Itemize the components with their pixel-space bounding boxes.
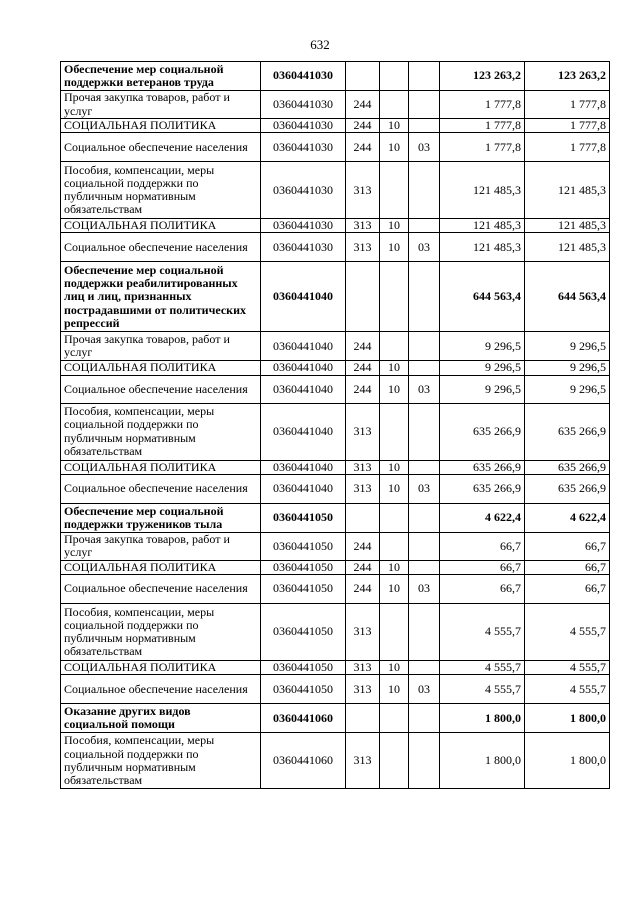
row-code: 0360441050 xyxy=(261,604,346,661)
row-sum-2: 66,7 xyxy=(525,532,610,560)
row-sum-1: 4 555,7 xyxy=(440,661,525,675)
row-code: 0360441050 xyxy=(261,675,346,704)
row-code: 0360441060 xyxy=(261,704,346,733)
row-sum-2: 121 485,3 xyxy=(525,219,610,233)
row-expense-type: 313 xyxy=(346,675,380,704)
table-row xyxy=(61,361,610,375)
row-section xyxy=(380,704,409,733)
row-name: Прочая закупка товаров, работ и услуг xyxy=(61,532,261,560)
table-row xyxy=(61,162,610,219)
table-row xyxy=(61,62,610,91)
row-subsection xyxy=(409,560,440,574)
row-code: 0360441030 xyxy=(261,219,346,233)
table-row xyxy=(61,219,610,233)
row-code: 0360441040 xyxy=(261,403,346,460)
row-sum-2: 9 296,5 xyxy=(525,332,610,361)
row-expense-type: 313 xyxy=(346,219,380,233)
row-sum-2: 66,7 xyxy=(525,560,610,574)
row-sum-1: 635 266,9 xyxy=(440,403,525,460)
row-sum-1: 121 485,3 xyxy=(440,233,525,262)
row-expense-type: 313 xyxy=(346,661,380,675)
row-section: 10 xyxy=(380,219,409,233)
table-row xyxy=(61,91,610,119)
row-section xyxy=(380,162,409,219)
row-sum-2: 1 777,8 xyxy=(525,91,610,119)
row-code: 0360441050 xyxy=(261,575,346,604)
table-row xyxy=(61,262,610,332)
row-expense-type: 244 xyxy=(346,332,380,361)
table-row xyxy=(61,332,610,361)
row-subsection xyxy=(409,403,440,460)
row-sum-1: 635 266,9 xyxy=(440,460,525,474)
row-section xyxy=(380,503,409,532)
row-sum-1: 121 485,3 xyxy=(440,219,525,233)
row-section: 10 xyxy=(380,661,409,675)
row-code: 0360441040 xyxy=(261,361,346,375)
row-code: 0360441030 xyxy=(261,162,346,219)
row-section xyxy=(380,403,409,460)
row-sum-2: 121 485,3 xyxy=(525,162,610,219)
row-code: 0360441040 xyxy=(261,460,346,474)
row-expense-type: 313 xyxy=(346,403,380,460)
row-subsection xyxy=(409,704,440,733)
row-sum-1: 9 296,5 xyxy=(440,361,525,375)
row-name: СОЦИАЛЬНАЯ ПОЛИТИКА xyxy=(61,460,261,474)
row-expense-type: 313 xyxy=(346,733,380,789)
row-sum-2: 635 266,9 xyxy=(525,474,610,503)
row-subsection xyxy=(409,503,440,532)
row-subsection xyxy=(409,119,440,133)
row-section: 10 xyxy=(380,560,409,574)
row-section: 10 xyxy=(380,675,409,704)
row-subsection xyxy=(409,604,440,661)
row-section xyxy=(380,332,409,361)
row-code: 0360441040 xyxy=(261,332,346,361)
row-section: 10 xyxy=(380,575,409,604)
row-name: Социальное обеспечение населения xyxy=(61,474,261,503)
row-sum-2: 123 263,2 xyxy=(525,62,610,91)
row-name: Пособия, компенсации, меры социальной поддержки по публичным нормативным обязательствам xyxy=(61,162,261,219)
row-name: СОЦИАЛЬНАЯ ПОЛИТИКА xyxy=(61,661,261,675)
row-subsection: 03 xyxy=(409,375,440,403)
row-section: 10 xyxy=(380,474,409,503)
row-sum-2: 1 800,0 xyxy=(525,733,610,789)
table-row xyxy=(61,233,610,262)
row-name: Социальное обеспечение населения xyxy=(61,675,261,704)
row-subsection xyxy=(409,532,440,560)
row-sum-2: 1 777,8 xyxy=(525,119,610,133)
row-subsection xyxy=(409,332,440,361)
row-code: 0360441030 xyxy=(261,91,346,119)
row-subsection xyxy=(409,62,440,91)
row-sum-2: 4 555,7 xyxy=(525,661,610,675)
row-expense-type xyxy=(346,503,380,532)
row-sum-1: 4 622,4 xyxy=(440,503,525,532)
row-sum-1: 66,7 xyxy=(440,575,525,604)
row-section xyxy=(380,733,409,789)
row-sum-2: 9 296,5 xyxy=(525,375,610,403)
row-sum-2: 121 485,3 xyxy=(525,233,610,262)
row-sum-2: 4 555,7 xyxy=(525,675,610,704)
row-name: СОЦИАЛЬНАЯ ПОЛИТИКА xyxy=(61,219,261,233)
row-name: Прочая закупка товаров, работ и услуг xyxy=(61,91,261,119)
row-expense-type: 244 xyxy=(346,560,380,574)
row-sum-1: 1 777,8 xyxy=(440,91,525,119)
table-row xyxy=(61,575,610,604)
table-row xyxy=(61,733,610,789)
row-sum-1: 121 485,3 xyxy=(440,162,525,219)
row-name: Обеспечение мер социальной поддержки тружеников тыла xyxy=(61,503,261,532)
row-expense-type: 313 xyxy=(346,233,380,262)
row-expense-type: 244 xyxy=(346,361,380,375)
row-code: 0360441050 xyxy=(261,560,346,574)
row-expense-type: 244 xyxy=(346,575,380,604)
table-row xyxy=(61,474,610,503)
row-subsection: 03 xyxy=(409,133,440,162)
row-sum-1: 123 263,2 xyxy=(440,62,525,91)
row-sum-1: 66,7 xyxy=(440,560,525,574)
row-sum-1: 1 800,0 xyxy=(440,704,525,733)
row-name: Социальное обеспечение населения xyxy=(61,133,261,162)
table-row xyxy=(61,460,610,474)
row-expense-type: 244 xyxy=(346,375,380,403)
row-sum-1: 9 296,5 xyxy=(440,332,525,361)
row-subsection xyxy=(409,460,440,474)
row-code: 0360441050 xyxy=(261,503,346,532)
row-section xyxy=(380,91,409,119)
table-row xyxy=(61,133,610,162)
row-name: Обеспечение мер социальной поддержки ветеранов труда xyxy=(61,62,261,91)
row-section: 10 xyxy=(380,119,409,133)
table-row xyxy=(61,704,610,733)
row-sum-1: 9 296,5 xyxy=(440,375,525,403)
row-subsection xyxy=(409,262,440,332)
row-name: Пособия, компенсации, меры социальной поддержки по публичным нормативным обязательствам xyxy=(61,403,261,460)
row-section xyxy=(380,262,409,332)
table-row xyxy=(61,560,610,574)
row-expense-type: 313 xyxy=(346,460,380,474)
row-name: СОЦИАЛЬНАЯ ПОЛИТИКА xyxy=(61,560,261,574)
row-code: 0360441060 xyxy=(261,733,346,789)
row-section: 10 xyxy=(380,233,409,262)
row-expense-type: 244 xyxy=(346,532,380,560)
row-subsection xyxy=(409,661,440,675)
row-section: 10 xyxy=(380,375,409,403)
table-row xyxy=(61,604,610,661)
budget-table xyxy=(60,61,610,789)
row-subsection xyxy=(409,219,440,233)
row-expense-type: 313 xyxy=(346,604,380,661)
row-code: 0360441030 xyxy=(261,62,346,91)
row-expense-type: 244 xyxy=(346,119,380,133)
table-row xyxy=(61,503,610,532)
row-code: 0360441040 xyxy=(261,262,346,332)
row-name: Социальное обеспечение населения xyxy=(61,233,261,262)
row-name: Пособия, компенсации, меры социальной поддержки по публичным нормативным обязательствам xyxy=(61,733,261,789)
row-name: Пособия, компенсации, меры социальной поддержки по публичным нормативным обязательствам xyxy=(61,604,261,661)
row-section xyxy=(380,532,409,560)
row-name: Обеспечение мер социальной поддержки реабилитированных лиц и лиц, признанных пострадавшими от политических репрессий xyxy=(61,262,261,332)
row-subsection: 03 xyxy=(409,474,440,503)
row-sum-1: 644 563,4 xyxy=(440,262,525,332)
page-number: 632 xyxy=(310,37,330,52)
row-subsection: 03 xyxy=(409,575,440,604)
row-section: 10 xyxy=(380,460,409,474)
table-row xyxy=(61,675,610,704)
row-sum-1: 4 555,7 xyxy=(440,604,525,661)
row-subsection xyxy=(409,162,440,219)
table-row xyxy=(61,119,610,133)
row-sum-2: 635 266,9 xyxy=(525,460,610,474)
row-code: 0360441050 xyxy=(261,661,346,675)
table-row xyxy=(61,375,610,403)
row-sum-1: 1 777,8 xyxy=(440,133,525,162)
row-expense-type: 313 xyxy=(346,474,380,503)
row-code: 0360441050 xyxy=(261,532,346,560)
row-sum-1: 66,7 xyxy=(440,532,525,560)
row-section: 10 xyxy=(380,361,409,375)
row-subsection xyxy=(409,91,440,119)
row-sum-2: 4 555,7 xyxy=(525,604,610,661)
table-row xyxy=(61,532,610,560)
row-section xyxy=(380,62,409,91)
row-sum-2: 66,7 xyxy=(525,575,610,604)
row-name: Оказание других видов социальной помощи xyxy=(61,704,261,733)
table-body xyxy=(61,62,610,789)
row-expense-type xyxy=(346,704,380,733)
row-sum-1: 635 266,9 xyxy=(440,474,525,503)
table-row xyxy=(61,661,610,675)
row-sum-1: 1 800,0 xyxy=(440,733,525,789)
row-sum-1: 4 555,7 xyxy=(440,675,525,704)
row-expense-type: 244 xyxy=(346,133,380,162)
row-sum-1: 1 777,8 xyxy=(440,119,525,133)
row-code: 0360441030 xyxy=(261,119,346,133)
row-sum-2: 635 266,9 xyxy=(525,403,610,460)
row-subsection: 03 xyxy=(409,675,440,704)
row-subsection xyxy=(409,733,440,789)
row-expense-type xyxy=(346,62,380,91)
row-sum-2: 4 622,4 xyxy=(525,503,610,532)
row-name: СОЦИАЛЬНАЯ ПОЛИТИКА xyxy=(61,119,261,133)
row-name: СОЦИАЛЬНАЯ ПОЛИТИКА xyxy=(61,361,261,375)
row-expense-type: 313 xyxy=(346,162,380,219)
row-section xyxy=(380,604,409,661)
row-sum-2: 9 296,5 xyxy=(525,361,610,375)
row-name: Социальное обеспечение населения xyxy=(61,375,261,403)
table-row xyxy=(61,403,610,460)
row-subsection: 03 xyxy=(409,233,440,262)
row-sum-2: 644 563,4 xyxy=(525,262,610,332)
row-code: 0360441040 xyxy=(261,474,346,503)
row-code: 0360441030 xyxy=(261,233,346,262)
row-sum-2: 1 777,8 xyxy=(525,133,610,162)
row-sum-2: 1 800,0 xyxy=(525,704,610,733)
row-code: 0360441040 xyxy=(261,375,346,403)
row-subsection xyxy=(409,361,440,375)
row-code: 0360441030 xyxy=(261,133,346,162)
row-name: Прочая закупка товаров, работ и услуг xyxy=(61,332,261,361)
row-name: Социальное обеспечение населения xyxy=(61,575,261,604)
row-expense-type: 244 xyxy=(346,91,380,119)
row-expense-type xyxy=(346,262,380,332)
row-section: 10 xyxy=(380,133,409,162)
